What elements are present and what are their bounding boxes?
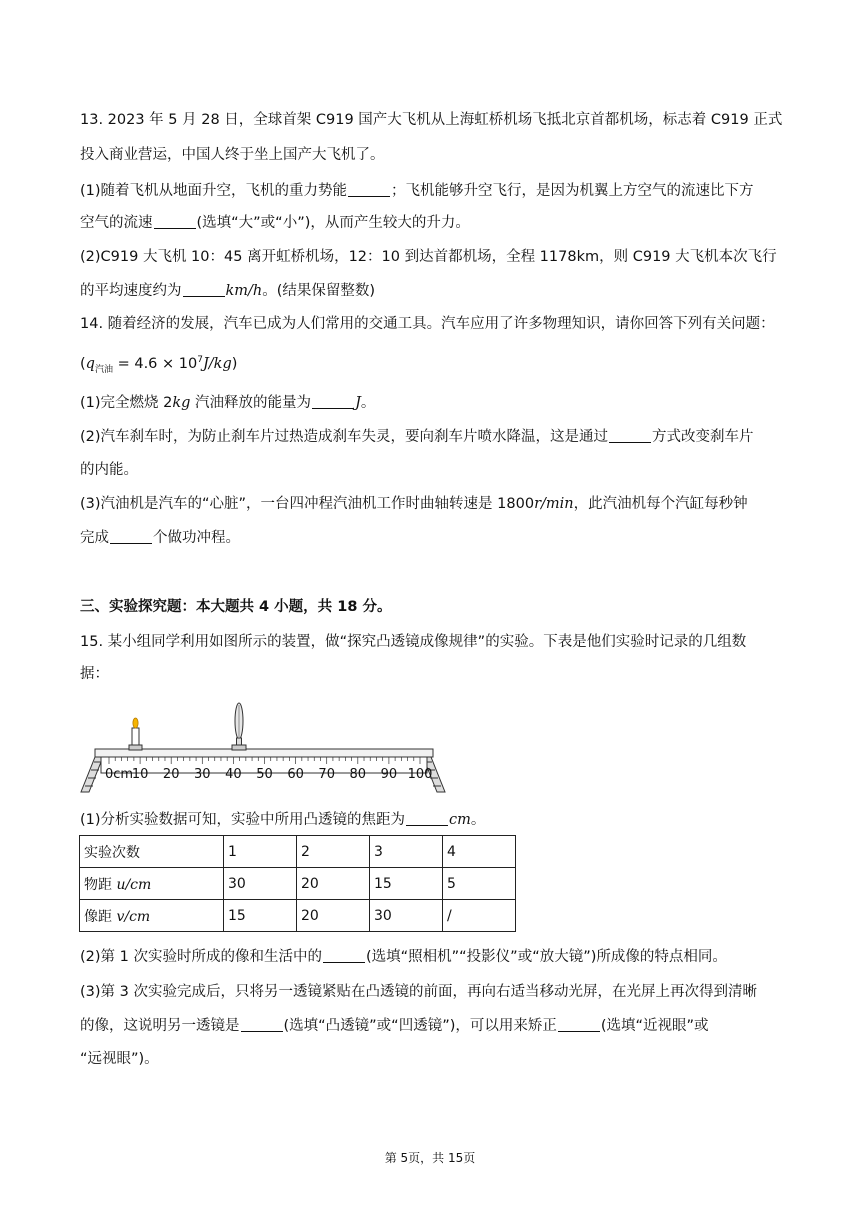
table-header-cell: 4 <box>443 836 516 868</box>
q15-part-2 <box>80 947 727 967</box>
ruler-label: 10 <box>131 767 149 782</box>
q13-p2-text-d: 。(结果保留整数) <box>262 283 376 299</box>
q15-p2-text-a: (2)第 1 次实验时所成的像和生活中的 <box>80 949 322 965</box>
candle <box>132 728 139 746</box>
ruler-label: 40 <box>225 767 242 782</box>
q14-p3-text-d: 个做功冲程。 <box>153 530 240 546</box>
table-cell: 5 <box>443 868 516 900</box>
heat-value-exponent: 7 <box>197 355 203 365</box>
q14-p2-text-a: (2)汽车刹车时，为防止刹车片过热造成刹车失灵，要向刹车片喷水降温，这是通过 <box>80 429 609 445</box>
q14-p1-text-b: 汽油释放的能量为 <box>190 395 312 411</box>
q15-part-3-cont <box>80 1016 709 1036</box>
answer-blank[interactable] <box>312 394 354 409</box>
candle-flame <box>133 718 138 728</box>
table-cell: 15 <box>370 868 443 900</box>
q15-line-1: 15. 某小组同学利用如图所示的装置，做“探究凸透镜成像规律”的实验。下表是他们实验时记录的几组数 <box>80 634 747 650</box>
table-cell: 20 <box>297 868 370 900</box>
q15-p2-text-b: (选填“照相机”“投影仪”或“放大镜”)所成像的特点相同。 <box>365 949 727 965</box>
rpm-unit: r/min <box>534 496 574 512</box>
row-label-variable: v/cm <box>116 908 151 925</box>
optical-bench-figure <box>79 700 449 796</box>
answer-blank[interactable] <box>323 948 365 963</box>
table-header-cell: 3 <box>370 836 443 868</box>
q15-p3-text-b: 的像，这说明另一透镜是 <box>80 1018 240 1034</box>
ruler-label: 30 <box>194 767 211 782</box>
ruler-label: 80 <box>349 767 367 782</box>
experiment-table <box>79 835 516 932</box>
q13-line-1: 13. 2023 年 5 月 28 日，全球首架 C919 国产大飞机从上海虹桥机场飞抵北京首都机场，标志着 C919 正式 <box>80 112 783 128</box>
mass-unit: kg <box>172 395 191 411</box>
q14-p2-text-b: 方式改变刹车片 <box>652 429 754 445</box>
table-header-cell: 2 <box>297 836 370 868</box>
answer-blank[interactable] <box>183 282 225 297</box>
energy-unit: J <box>355 395 361 411</box>
q13-p1-text-c: 空气的流速 <box>80 215 153 231</box>
heat-value-symbol: q <box>85 356 95 372</box>
table-header-cell: 实验次数 <box>80 836 224 868</box>
ruler-label: 20 <box>162 767 180 782</box>
speed-unit: km/h <box>225 283 263 299</box>
row-label-text: 像距 <box>84 908 117 925</box>
q14-part-3 <box>80 494 748 514</box>
q15-p1-text-a: (1)分析实验数据可知，实验中所用凸透镜的焦距为 <box>80 812 406 828</box>
q13-p1-text-a: (1)随着飞机从地面升空，飞机的重力势能 <box>80 183 348 199</box>
table-header-cell: 1 <box>224 836 297 868</box>
heat-value-subscript: 汽油 <box>94 365 113 375</box>
q15-part-3-end: “远视眼”)。 <box>80 1051 159 1067</box>
q15-part-1 <box>80 810 485 830</box>
q14-part-2 <box>80 427 754 447</box>
q15-p3-text-d: (选填“近视眼”或 <box>600 1018 709 1034</box>
ruler-label: 60 <box>287 767 304 782</box>
q14-p3-text-a: (3)汽油机是汽车的“心脏”，一台四冲程汽油机工作时曲轴转速是 1800 <box>80 496 535 512</box>
q13-p1-text-d: (选填“大”或“小”)，从而产生较大的升力。 <box>196 215 470 231</box>
page-footer: 第 5页，共 15页 <box>384 1151 476 1165</box>
table-cell: / <box>443 900 516 932</box>
q15-p1-end: 。 <box>470 812 486 828</box>
answer-blank[interactable] <box>609 428 651 443</box>
table-row <box>80 900 516 932</box>
table-cell: 20 <box>297 900 370 932</box>
bench-rail <box>95 749 433 757</box>
q14-part-3-cont <box>80 528 240 548</box>
q14-p1-end: 。 <box>360 395 376 411</box>
table-cell: 30 <box>224 868 297 900</box>
q13-part-1 <box>80 181 754 201</box>
row-label-image-distance <box>80 900 224 932</box>
length-unit: cm <box>449 812 471 828</box>
lens-holder <box>232 745 246 750</box>
q14-formula: $(q_{汽油} = 4.6 \times 10^7J/kg)$ <box>80 355 238 375</box>
answer-blank[interactable] <box>348 182 390 197</box>
q13-p1-text-b: ；飞机能够升空飞行，是因为机翼上方空气的流速比下方 <box>391 183 754 199</box>
answer-blank[interactable] <box>154 214 196 229</box>
q15-p3-text-c: (选填“凸透镜”或“凹透镜”)，可以用来矫正 <box>283 1018 557 1034</box>
q13-part-1-cont <box>80 213 470 233</box>
row-label-text: 物距 <box>84 876 117 893</box>
ruler-label: 50 <box>256 767 273 782</box>
row-label-object-distance <box>80 868 224 900</box>
candle-holder <box>129 745 142 750</box>
table-cell: 30 <box>370 900 443 932</box>
answer-blank[interactable] <box>241 1017 283 1032</box>
answer-blank[interactable] <box>558 1017 600 1032</box>
q13-part-2-cont <box>80 281 375 301</box>
q14-part-1 <box>80 393 375 413</box>
row-label-variable: u/cm <box>116 876 152 893</box>
table-cell: 15 <box>224 900 297 932</box>
answer-blank[interactable] <box>406 811 448 826</box>
section-heading: 三、实验探究题：本大题共 4 小题，共 18 分。 <box>80 599 392 615</box>
table-row <box>80 836 516 868</box>
q13-line-2: 投入商业营运，中国人终于坐上国产大飞机了。 <box>80 147 385 163</box>
ruler-label: 90 <box>380 767 398 782</box>
q13-part-2: (2)C919 大飞机 10：45 离开虹桥机场，12：10 到达首都机场，全程 1178km，则 C919 大飞机本次飞行 <box>80 249 777 265</box>
ruler-label: 100 <box>407 767 433 782</box>
q13-p2-text-b: 的平均速度约为 <box>80 283 182 299</box>
q14-part-2-cont: 的内能。 <box>80 462 138 478</box>
answer-blank[interactable] <box>110 529 152 544</box>
q14-p1-text-a: (1)完全燃烧 2 <box>80 395 173 411</box>
heat-value-unit: J/kg <box>202 356 232 372</box>
ruler-label: 70 <box>318 767 335 782</box>
q14-line-1: 14. 随着经济的发展，汽车已成为人们常用的交通工具。汽车应用了许多物理知识，请你回答下列有关问题： <box>80 316 775 332</box>
q14-p3-text-c: 完成 <box>80 530 109 546</box>
q14-p3-text-b: ，此汽油机每个汽缸每秒钟 <box>573 496 748 512</box>
table-row <box>80 868 516 900</box>
ruler-label: 0cm <box>105 767 134 782</box>
q15-line-2: 据： <box>80 666 109 682</box>
heat-value-number: = 4.6 × 10 <box>112 356 198 372</box>
q15-part-3: (3)第 3 次实验完成后，只将另一透镜紧贴在凸透镜的前面，再向右适当移动光屏，在光屏上再次得到清晰 <box>80 984 757 1000</box>
